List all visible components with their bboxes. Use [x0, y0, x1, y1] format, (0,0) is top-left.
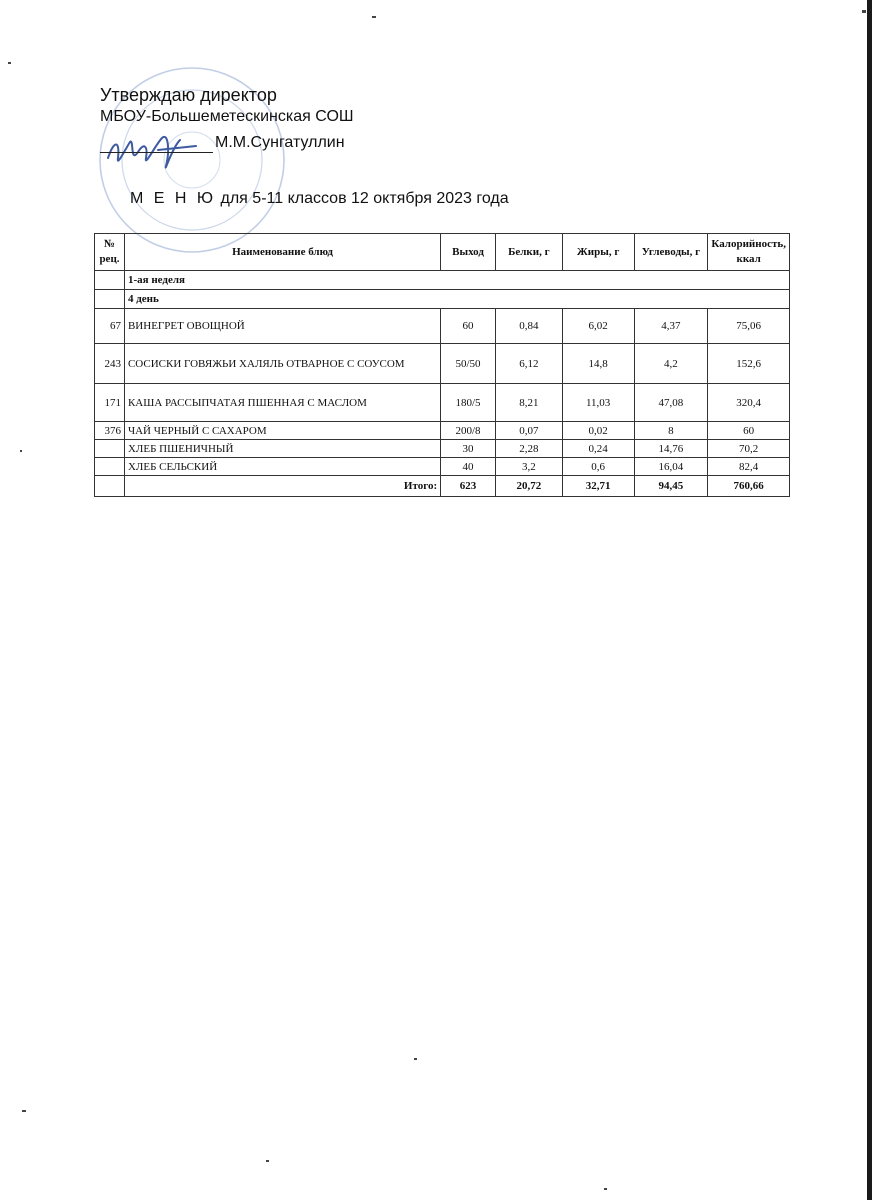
- table-row: [95, 309, 790, 344]
- table-row: [95, 440, 790, 458]
- scan-speck: [862, 10, 866, 13]
- scan-speck: [604, 1188, 607, 1190]
- dish-name: КАША РАССЫПЧАТАЯ ПШЕННАЯ С МАСЛОМ: [124, 384, 440, 422]
- week-label: 1-ая неделя: [124, 271, 789, 290]
- dish-kcal: 75,06: [708, 309, 790, 344]
- dish-carbs: 8: [634, 422, 708, 440]
- dish-protein: 8,21: [495, 384, 562, 422]
- dish-fat: 0,24: [562, 440, 634, 458]
- scan-speck: [22, 1110, 26, 1112]
- week-row: [95, 271, 790, 290]
- dish-protein: 0,84: [495, 309, 562, 344]
- rec-number: [95, 440, 125, 458]
- dish-protein: 3,2: [495, 458, 562, 476]
- total-rec-cell: [95, 476, 125, 497]
- dish-output: 200/8: [441, 422, 496, 440]
- rec-number: 67: [95, 309, 125, 344]
- total-kcal: 760,66: [708, 476, 790, 497]
- col-header-kcal: Калорийность, ккал: [708, 234, 790, 271]
- table-header-row: [95, 234, 790, 271]
- scan-edge: [867, 0, 872, 1200]
- menu-title: [130, 190, 509, 208]
- dish-carbs: 4,2: [634, 344, 708, 384]
- dish-fat: 0,02: [562, 422, 634, 440]
- scan-speck: [266, 1160, 269, 1162]
- col-header-fat: Жиры, г: [562, 234, 634, 271]
- rec-number: 171: [95, 384, 125, 422]
- col-header-name: Наименование блюд: [124, 234, 440, 271]
- school-name: МБОУ-Большеметескинская СОШ: [100, 108, 354, 125]
- col-header-carbs: Углеводы, г: [634, 234, 708, 271]
- dish-kcal: 70,2: [708, 440, 790, 458]
- dish-fat: 14,8: [562, 344, 634, 384]
- total-label: Итого:: [124, 476, 440, 497]
- total-output: 623: [441, 476, 496, 497]
- dish-kcal: 152,6: [708, 344, 790, 384]
- day-rec-cell: [95, 290, 125, 309]
- dish-output: 60: [441, 309, 496, 344]
- dish-carbs: 14,76: [634, 440, 708, 458]
- signature-line: [100, 132, 354, 156]
- dish-fat: 11,03: [562, 384, 634, 422]
- total-carbs: 94,45: [634, 476, 708, 497]
- dish-name: ЧАЙ ЧЕРНЫЙ С САХАРОМ: [124, 422, 440, 440]
- approval-title: Утверждаю директор: [100, 85, 277, 105]
- dish-name: ХЛЕБ СЕЛЬСКИЙ: [124, 458, 440, 476]
- dish-kcal: 320,4: [708, 384, 790, 422]
- dish-output: 50/50: [441, 344, 496, 384]
- table-row: [95, 422, 790, 440]
- dish-kcal: 60: [708, 422, 790, 440]
- day-row: [95, 290, 790, 309]
- dish-output: 180/5: [441, 384, 496, 422]
- dish-kcal: 82,4: [708, 458, 790, 476]
- dish-carbs: 47,08: [634, 384, 708, 422]
- col-header-protein: Белки, г: [495, 234, 562, 271]
- day-label: 4 день: [124, 290, 789, 309]
- menu-table: [94, 233, 790, 497]
- signature-underline: [100, 152, 213, 153]
- total-row: [95, 476, 790, 497]
- total-protein: 20,72: [495, 476, 562, 497]
- menu-subtitle: для 5-11 классов 12 октября 2023 года: [216, 190, 509, 207]
- col-header-rec: № рец.: [95, 234, 125, 271]
- dish-protein: 6,12: [495, 344, 562, 384]
- rec-number: 243: [95, 344, 125, 384]
- week-rec-cell: [95, 271, 125, 290]
- dish-name: ВИНЕГРЕТ ОВОЩНОЙ: [124, 309, 440, 344]
- dish-protein: 0,07: [495, 422, 562, 440]
- table-row: [95, 458, 790, 476]
- dish-fat: 6,02: [562, 309, 634, 344]
- dish-carbs: 4,37: [634, 309, 708, 344]
- table-row: [95, 344, 790, 384]
- dish-protein: 2,28: [495, 440, 562, 458]
- dish-name: ХЛЕБ ПШЕНИЧНЫЙ: [124, 440, 440, 458]
- dish-output: 30: [441, 440, 496, 458]
- dish-name: СОСИСКИ ГОВЯЖЬИ ХАЛЯЛЬ ОТВАРНОЕ С СОУСОМ: [124, 344, 440, 384]
- rec-number: [95, 458, 125, 476]
- dish-carbs: 16,04: [634, 458, 708, 476]
- director-name: М.М.Сунгатуллин: [215, 134, 345, 151]
- approval-block: [100, 84, 354, 156]
- scan-speck: [20, 450, 22, 452]
- col-header-output: Выход: [441, 234, 496, 271]
- scan-speck: [414, 1058, 417, 1060]
- dish-output: 40: [441, 458, 496, 476]
- table-row: [95, 384, 790, 422]
- total-fat: 32,71: [562, 476, 634, 497]
- dish-fat: 0,6: [562, 458, 634, 476]
- menu-word: М Е Н Ю: [130, 190, 217, 207]
- scan-speck: [372, 16, 376, 18]
- rec-number: 376: [95, 422, 125, 440]
- scan-speck: [8, 62, 11, 64]
